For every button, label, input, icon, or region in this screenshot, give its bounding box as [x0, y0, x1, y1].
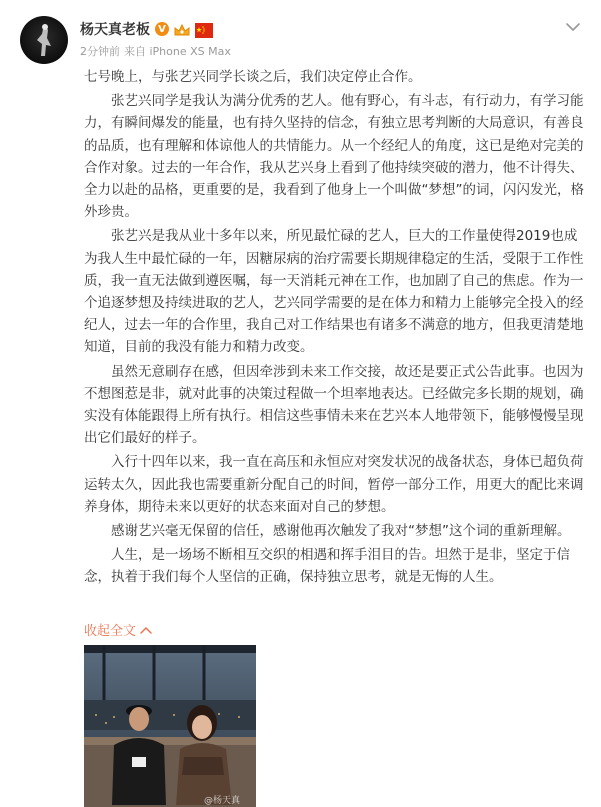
username-row: [80, 18, 213, 40]
post-time[interactable]: 2分钟前: [80, 45, 120, 58]
china-flag-icon: [195, 23, 213, 36]
username[interactable]: 杨天真老板: [80, 22, 150, 38]
post-paragraph: 感谢艺兴毫无保留的信任，感谢他再次触发了我对“梦想”这个词的重新理解。: [111, 523, 571, 540]
avatar[interactable]: [20, 16, 68, 64]
post-meta: [80, 43, 231, 59]
chevron-up-icon: [139, 625, 153, 635]
photo-watermark: @杨天真: [204, 796, 241, 806]
chevron-down-icon[interactable]: [565, 18, 581, 30]
post-content: [84, 66, 590, 591]
verified-badge-icon: V: [155, 22, 169, 36]
collapse-button[interactable]: [84, 620, 153, 639]
photo-scene: [84, 645, 256, 807]
post-paragraph: 七号晚上，与张艺兴同学长谈之后，我们决定停止合作。: [84, 69, 422, 85]
post-paragraph: 人生，是一场场不断相互交织的相遇和挥手泪目的告。坦然于是非，坚定于信念，执着于我们每个人坚信的正确，保持独立思考，就是无悔的人生。: [84, 547, 570, 586]
post-paragraph: 虽然无意刷存在感，但因牵涉到未来工作交接，故还是要正式公告此事。也因为不想图惹是非，就对此事的决策过程做一个坦率地表达。已经做完多长期的规划，确实没有体能跟得上所有执行。相信这些事情未来在艺兴本人地带领下，能够慢慢呈现出它们最好的样子。: [84, 363, 584, 447]
collapse-label: 收起全文: [84, 624, 137, 639]
crown-icon: [173, 22, 191, 36]
post-paragraph: 张艺兴是我从业十多年以来，所见最忙碌的艺人，巨大的工作量使得2019也成为我人生中最忙碌的一年，因糖尿病的治疗需要长期规律稳定的生活，受限于工作性质，我一直无法做到遵医嘱，每一天消耗元神在工作，也加剧了自己的焦虑。作为一个追逐梦想及持续进取的艺人，艺兴同学需要的是在体力和精力上能够完全投入的经纪人，过去一年的合作里，我自己对工作结果也有诸多不满意的地方，但我更清楚地知道，目前的我没有能力和精力改变。: [84, 228, 584, 356]
post-source: 来自 iPhone XS Max: [124, 45, 231, 58]
post-paragraph: 入行十四年以来，我一直在高压和永恒应对突发状况的战备状态，身体已超负荷运转太久，因此我也需要重新分配自己的时间，暂停一部分工作，用更大的配比来调养身体，期待未来以更好的状态来面对自己的梦想。: [84, 454, 584, 515]
post-paragraph: 张艺兴同学是我认为满分优秀的艺人。他有野心，有斗志，有行动力，有学习能力，有瞬间爆发的能量，也有持久坚持的信念，有独立思考判断的大局意识，有善良的品质，也有理解和体谅他人的共情能力。从一个经纪人的角度，这已是绝对完美的合作对象。过去的一年合作，我从艺兴身上看到了他持续突破的潜力，他不计得失、全力以赴的品格，更重要的是，我看到了他身上一个叫做“梦想”的词，闪闪发光，格外珍贵。: [84, 93, 584, 221]
avatar-figure-icon: [20, 16, 68, 64]
post-photo[interactable]: [84, 645, 256, 807]
